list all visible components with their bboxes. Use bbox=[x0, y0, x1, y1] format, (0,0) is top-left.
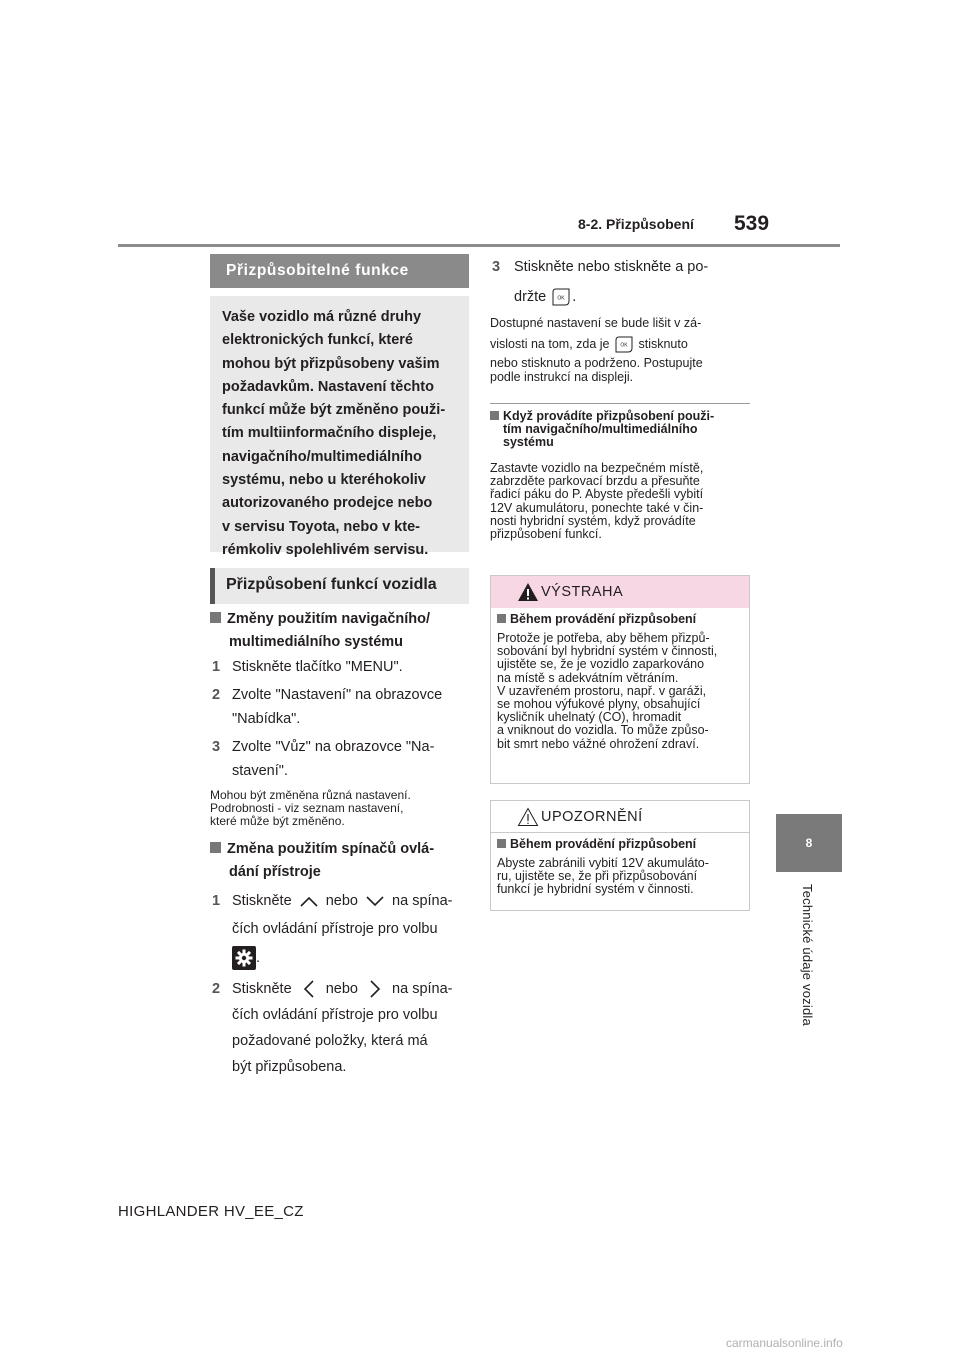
settings-gear-icon bbox=[232, 946, 256, 970]
intro-line: rémkoliv spolehlivém servisu. bbox=[222, 541, 429, 558]
nav-system-heading: Změny použitím navigačního/ multimediálního systému bbox=[210, 608, 472, 654]
header-divider bbox=[118, 244, 840, 247]
svg-text:OK: OK bbox=[620, 342, 628, 349]
section-title-vehicle-customization: Přizpůsobení funkcí vozidla bbox=[210, 568, 469, 604]
chevron-down-icon bbox=[362, 894, 388, 908]
switch-step-2: 2 Stiskněte nebo na spína- čích ovládání přístroje pro volbu požadované položky, která má být přizpůsobena. bbox=[212, 977, 474, 1079]
notice-box bbox=[490, 800, 750, 911]
intro-line: požadavkům. Nastavení těchto bbox=[222, 378, 434, 395]
svg-text:OK: OK bbox=[557, 295, 565, 302]
switch-heading: Změna použitím spínačů ovlá- dání přístroje bbox=[210, 838, 472, 884]
chevron-up-icon bbox=[296, 894, 322, 908]
intro-line: elektronických funkcí, které bbox=[222, 332, 413, 349]
when-customizing-body: Zastavte vozidlo na bezpečném místě, zabrzděte parkovací brzdu a přesuňte řadicí páku do P. Abyste předešli vybití 12V akumulátoru, ponechte také v čin- nosti hybridní systém, když provádíte přizpůsobení funkcí. bbox=[490, 461, 704, 542]
chevron-left-icon bbox=[296, 978, 322, 1000]
intro-line: navigačního/multimediálního bbox=[222, 448, 422, 465]
section-divider bbox=[490, 403, 750, 404]
availability-note: Dostupné nastavení se bude lišit v zá- vislosti na tom, zda je OK stisknuto nebo stisknuto a podrženo. Postupujte podle instrukcí na displeji. bbox=[490, 316, 703, 384]
nav-step-1: 1 Stiskněte tlačítko "MENU". bbox=[212, 659, 403, 675]
model-footer: HIGHLANDER HV_EE_CZ bbox=[118, 1203, 304, 1220]
watermark: carmanualsonline.info bbox=[726, 1336, 843, 1350]
when-customizing-heading: Když provádíte přizpůsobení použi- tím navigačního/multimediálního systému bbox=[490, 410, 752, 449]
warning-header bbox=[491, 576, 749, 608]
notice-header bbox=[491, 801, 749, 833]
nav-note: Mohou být změněna různá nastavení. Podrobnosti - viz seznam nastavení, které může být změněno. bbox=[210, 788, 411, 828]
square-bullet-icon bbox=[490, 411, 499, 420]
chapter-tab[interactable] bbox=[776, 814, 842, 872]
notice-title: UPOZORNĚNÍ bbox=[541, 809, 643, 825]
ok-button-icon bbox=[550, 287, 572, 307]
right-step-3: 3 Stiskněte nebo stiskněte a po- držte OK . bbox=[492, 255, 754, 309]
warning-subheading: Během provádění přizpůsobení bbox=[497, 612, 696, 626]
warning-body: Protože je potřeba, aby během přizpů- sobování byl hybridní systém v činnosti, ujistěte se, že je vozidlo zaparkováno na místě s adekvátním větráním. V uzavřeném prostoru, např. v garáži, se mohou výfukové plyny, obsahující kysličník uhelnatý (CO), hromadit a vniknout do vozidla. To může způso- bit smrt nebo vážné ohrožení zdraví. bbox=[497, 631, 718, 751]
page-number: 539 bbox=[734, 212, 770, 235]
intro-line: funkcí může být změněno použi- bbox=[222, 402, 446, 419]
switch-step-1: 1 Stiskněte nebo na spína- čích ovládání přístroje pro volbu . bbox=[212, 889, 474, 970]
warning-triangle-icon bbox=[517, 582, 539, 602]
intro-line: tím multiinformačního displeje, bbox=[222, 425, 437, 442]
square-bullet-icon bbox=[210, 612, 221, 623]
notice-body: Abyste zabránili vybití 12V akumuláto- ru, ujistěte se, že při přizpůsobování funkcí je hybridní systém v činnosti. bbox=[497, 856, 709, 897]
nav-step-2: 2 Zvolte "Nastavení" na obrazovce "Nabídka". bbox=[212, 687, 443, 727]
square-bullet-icon bbox=[497, 839, 506, 848]
square-bullet-icon bbox=[210, 842, 221, 853]
section-header: 8-2. Přizpůsobení bbox=[578, 216, 694, 232]
chevron-right-icon bbox=[362, 978, 388, 1000]
section-title-customizable-functions: Přizpůsobitelné funkce bbox=[210, 254, 469, 288]
notice-subheading: Během provádění přizpůsobení bbox=[497, 837, 696, 851]
intro-line: systému, nebo u kteréhokoliv bbox=[222, 472, 426, 489]
intro-line: autorizovaného prodejce nebo bbox=[222, 495, 433, 512]
intro-box bbox=[210, 296, 469, 558]
nav-step-3: 3 Zvolte "Vůz" na obrazovce "Na- stavení". bbox=[212, 739, 435, 779]
intro-line: v servisu Toyota, nebo v kte- bbox=[222, 518, 420, 535]
intro-line: mohou být přizpůsobeny vašim bbox=[222, 355, 440, 372]
caution-triangle-icon bbox=[517, 807, 539, 827]
warning-box bbox=[490, 575, 750, 784]
intro-line: Vaše vozidlo má různé druhy bbox=[222, 309, 422, 325]
square-bullet-icon bbox=[497, 614, 506, 623]
chapter-number: 8 bbox=[805, 836, 813, 850]
ok-button-icon bbox=[613, 335, 635, 354]
warning-title: VÝSTRAHA bbox=[541, 584, 624, 600]
chapter-title: Technické údaje vozidla bbox=[800, 884, 815, 1026]
